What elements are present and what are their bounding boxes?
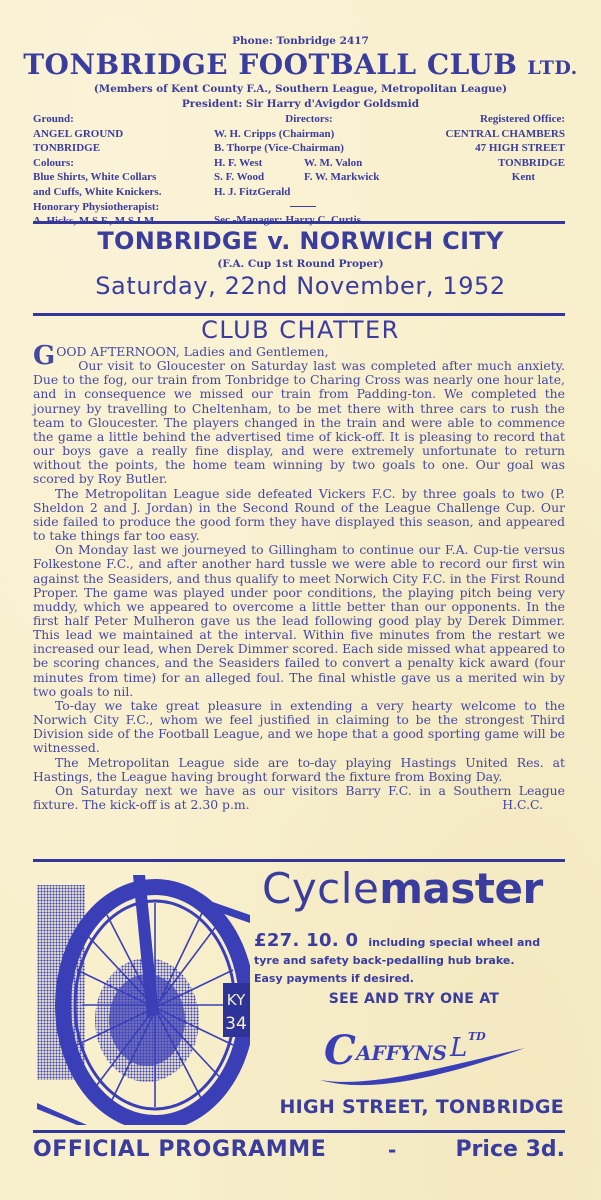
director: S. F. Wood <box>214 171 265 184</box>
colours-line: Blue Shirts, White Collars <box>33 171 157 184</box>
plate-letters: KY <box>226 991 246 1009</box>
brand-light: Cycle <box>262 864 380 913</box>
programme-price: Price 3d. <box>455 1137 565 1162</box>
article-paragraph-last <box>33 784 565 812</box>
match-competition: (F.A. Cup 1st Round Proper) <box>217 258 384 270</box>
director: W. H. Cripps (Chairman) <box>214 127 335 140</box>
directors-row <box>214 156 404 171</box>
directors-column <box>214 112 404 228</box>
logo-ltd: L <box>450 1033 468 1063</box>
greeting-text: OOD AFTERNOON, Ladies and Gentlemen, <box>56 344 329 359</box>
ground-line: ANGEL GROUND <box>33 127 124 140</box>
office-label: Registered Office: <box>479 113 565 125</box>
office-column <box>410 112 565 185</box>
stand <box>37 1103 87 1125</box>
article-paragraph: On Saturday next we have as our visitors Barry F.C. in a Southern League fixture. The kick-off is at 2.30 p.m. <box>33 782 565 812</box>
club-chatter-article <box>33 341 565 812</box>
footer-separator: - <box>388 1138 397 1162</box>
ground-label: Ground: <box>33 113 74 125</box>
director: F. W. Markwick <box>304 171 380 184</box>
ground-line: TONBRIDGE <box>33 142 101 155</box>
logo-text: AFFYNS <box>356 1041 447 1065</box>
director: W. M. Valon <box>304 156 363 169</box>
dealer-address: HIGH STREET, TONBRIDGE <box>279 1096 564 1118</box>
director: B. Thorpe (Vice-Chairman) <box>214 142 344 155</box>
divider <box>290 206 316 208</box>
club-phone: Phone: Tonbridge 2417 <box>232 35 369 47</box>
article-paragraph: To-day we take great pleasure in extending a very hearty welcome to the Norwich City F.C., whom we feel justified in claiming to be the strongest Third Division side of the Football League, and we hope that a good sporting game will be witnessed. <box>33 697 565 756</box>
directors-row <box>214 141 404 156</box>
divider-rule <box>33 1130 565 1133</box>
club-name: TONBRIDGE FOOTBALL CLUB <box>23 48 518 81</box>
cyclemaster-wheel-illustration <box>37 875 250 1125</box>
brand-heavy: master <box>379 864 543 913</box>
article-title: CLUB CHATTER <box>201 316 400 344</box>
club-president: President: Sir Harry d'Avigdor Goldsmid <box>181 98 420 110</box>
ad-price-text: including special wheel and <box>368 936 541 949</box>
director: H. J. FitzGerald <box>214 185 291 198</box>
article-paragraph: On Monday last we journeyed to Gillingham to continue our F.A. Cup-tie versus Folkestone F.C., and after another hard tussle we were able to record our first win against the Seasiders, and thus qualify to meet Norwich City F.C. in the First Round Proper. The game was played under poor conditions, the playing pitch being very muddy, which we appeared to overcome a little better than our opponents. In the first half Peter Mulheron gave us the lead following good play by Derek Dimmer. This lead we maintained at the interval. Within five minutes from the restart we increased our lead, when Derek Dimmer scored. Each side missed what appeared to be scoring chances, and the Seasiders failed to convert a penalty kick award (four minutes from time) for an alleged foul. The final whistle gave us a merited win by two goals to nil. <box>33 542 565 699</box>
office-line: 47 HIGH STREET <box>475 142 565 155</box>
club-suffix: LTD. <box>527 57 578 79</box>
office-line: Kent <box>511 171 535 184</box>
ad-text: tyre and safety back-pedalling hub brake. <box>254 954 515 967</box>
divider-rule <box>33 221 565 224</box>
colours-label: Colours: <box>33 156 74 169</box>
divider-rule <box>33 859 565 862</box>
colours-line: and Cuffs, White Knickers. <box>33 185 162 198</box>
match-title: TONBRIDGE v. NORWICH CITY <box>97 227 504 255</box>
ground-column <box>33 112 205 229</box>
office-line: CENTRAL CHAMBERS <box>445 127 565 140</box>
club-membership: (Members of Kent County F.A., Southern League, Metropolitan League) <box>93 83 508 95</box>
article-greeting <box>33 341 565 371</box>
logo-initial: C <box>324 1027 356 1074</box>
directors-row <box>214 170 404 185</box>
article-signature: H.C.C. <box>502 797 543 812</box>
ad-text: Easy payments if desired. <box>254 972 414 985</box>
directors-row <box>214 185 404 200</box>
ad-price: £27. 10. 0 <box>254 930 359 951</box>
directors-row <box>214 127 404 142</box>
caffyns-logo <box>310 1020 530 1092</box>
plate-number: 34 <box>225 1014 247 1034</box>
cyclemaster-brand <box>262 864 543 913</box>
club-title <box>0 48 601 81</box>
ad-call-to-action: SEE AND TRY ONE AT <box>328 991 500 1007</box>
physio-label: Honorary Physiotherapist: <box>33 200 160 213</box>
article-paragraph: The Metropolitan League side are to-day playing Hastings United Res. at Hastings, the League having brought forward the fixture from Boxing Day. <box>33 754 565 784</box>
article-paragraph: The Metropolitan League side defeated Vickers F.C. by three goals to two (P. Sheldon 2 and J. Jordan) in the Second Round of the League Challenge Cup. Our side failed to produce the good form they have displayed this season, and appeared to take things far too easy. <box>33 485 565 544</box>
office-line: TONBRIDGE <box>497 156 565 169</box>
match-date: Saturday, 22nd November, 1952 <box>95 272 506 300</box>
official-programme-label: OFFICIAL PROGRAMME <box>33 1137 327 1162</box>
article-paragraph: Our visit to Gloucester on Saturday last was completed after much anxiety. Due to the fog, our train from Tonbridge to Charing Cross was nearly one hour late, and in consequence we missed our train from Padding-ton. We completed the journey by travelling to Cheltenham, to be met there with three cars to rush the team to Gloucester. The players changed in the train and were able to commence the game a little behind the advertised time of kick-off. It is pleasing to record that our boys gave a really fine display, and were extremely unfortunate to return without the points, the home team winning by two goals to one. Our goal was scored by Roy Butler. <box>33 358 565 487</box>
logo-td: TD <box>468 1030 486 1043</box>
ad-price-line <box>254 930 574 951</box>
drop-cap: G <box>33 341 56 371</box>
directors-label: Directors: <box>285 113 333 125</box>
director: H. F. West <box>214 156 263 169</box>
